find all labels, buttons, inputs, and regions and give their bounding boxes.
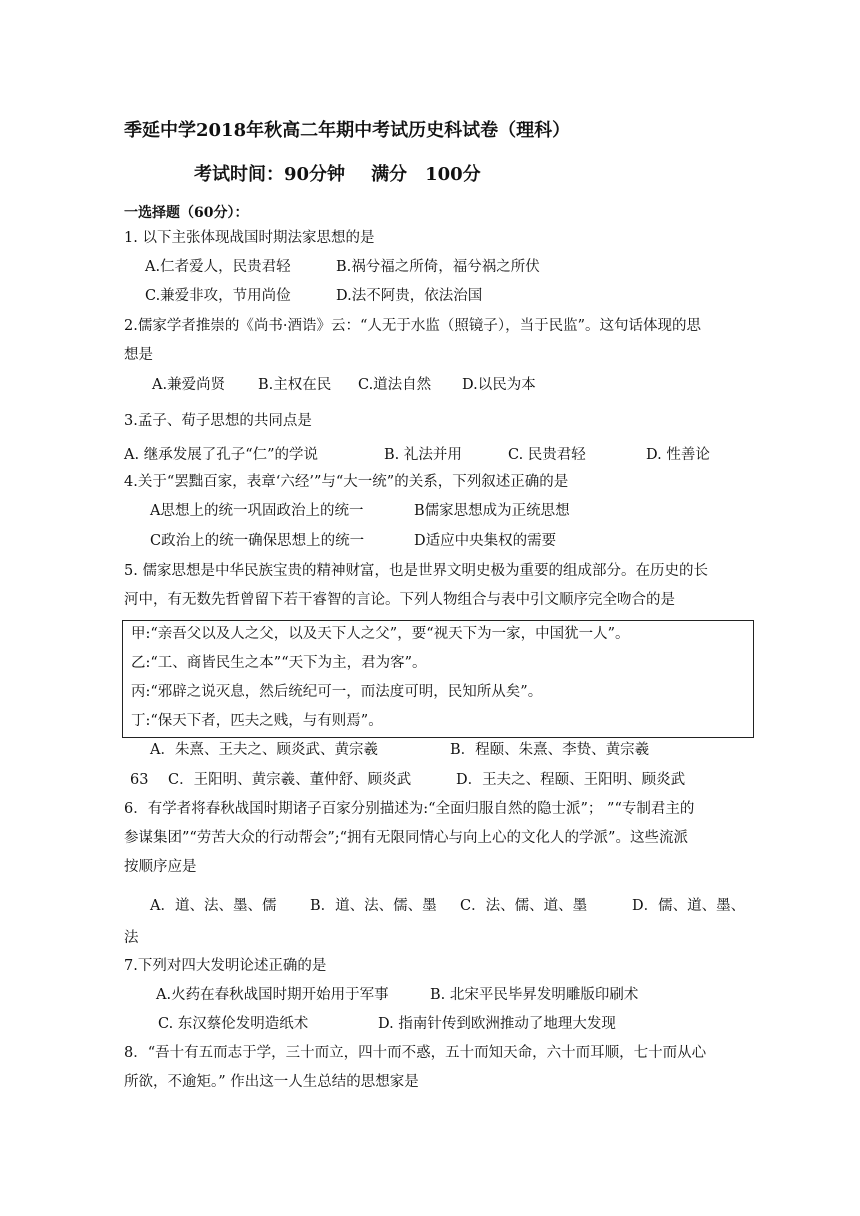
score-label: 满分 [371, 164, 408, 185]
q6-option-b: B．道、法、儒、墨 [310, 898, 437, 914]
q4-option-d: D适应中央集权的需要 [414, 533, 557, 549]
q3-option-c: C. 民贵君轻 [508, 447, 586, 463]
q6-stem-line2: 参谋集团”“劳苦大众的行动帮会”;“拥有无限同情心与向上心的文化人的学派”。这些流派 [124, 830, 688, 846]
q8-stem-line2: 所欲，不逾矩。” 作出这一人生总结的思想家是 [124, 1074, 419, 1090]
q6-stem-line1: 6．有学者将春秋战国时期诸子百家分别描述为:“全面归服自然的隐士派”； ”“专制君主的 [124, 801, 695, 817]
quote-bing: 丙:“邪辟之说灭息，然后统纪可一，而法度可明，民知所从矣”。 [131, 684, 543, 700]
q3-stem: 3.孟子、荀子思想的共同点是 [124, 413, 312, 429]
quote-jia: 甲:“亲吾父以及人之父，以及天下人之父”，要“视天下为一家，中国犹一人”。 [131, 626, 630, 642]
q2-stem-line1: 2.儒家学者推崇的《尚书·酒诰》云：“人无于水监（照镜子），当于民监”。这句话体现的思 [124, 318, 702, 334]
score-value: 100分 [425, 164, 481, 185]
q8-stem-line1: 8．“吾十有五而志于学，三十而立，四十而不惑，五十而知天命，六十而耳顺，七十而从心 [124, 1045, 707, 1061]
q7-option-c: C. 东汉蔡伦发明造纸术 [158, 1016, 309, 1032]
q5-stray-number: 63 [130, 772, 149, 788]
q1-option-d: D.法不阿贵，依法治国 [336, 288, 483, 304]
q2-option-c: C.道法自然 [358, 377, 432, 393]
q5-option-b: B．程颐、朱熹、李贽、黄宗羲 [450, 742, 650, 758]
q5-option-c: C．王阳明、黄宗羲、董仲舒、顾炎武 [168, 772, 412, 788]
q2-option-a: A.兼爱尚贤 [152, 377, 226, 393]
q2-stem-line2: 想是 [124, 347, 153, 363]
q5-stem-line1: 5. 儒家思想是中华民族宝贵的精神财富，也是世界文明史极为重要的组成部分。在历史的长 [124, 563, 708, 579]
q3-option-b: B. 礼法并用 [384, 447, 462, 463]
exam-subtitle [194, 160, 507, 186]
q3-option-d: D. 性善论 [646, 447, 710, 463]
exam-title: 季延中学2018年秋高二年期中考试历史科试卷（理科） [124, 120, 571, 141]
q4-option-a: A思想上的统一巩固政治上的统一 [150, 503, 364, 519]
q7-option-d: D. 指南针传到欧洲推动了地理大发现 [378, 1016, 616, 1032]
q2-option-b: B.主权在民 [258, 377, 332, 393]
q4-option-c: C政治上的统一确保思想上的统一 [150, 533, 365, 549]
q6-stem-line3: 按顺序应是 [124, 859, 197, 875]
quote-yi: 乙:“工、商皆民生之本”“天下为主，君为客”。 [131, 655, 427, 671]
q7-option-b: B. 北宋平民毕昇发明雕版印刷术 [430, 987, 639, 1003]
exam-time: 考试时间：90分钟 [194, 164, 346, 185]
q6-option-d-wrap: 法 [124, 930, 139, 946]
q6-option-a: A．道、法、墨、儒 [150, 898, 277, 914]
q3-option-a: A. 继承发展了孔子“仁”的学说 [124, 447, 319, 463]
q5-stem-line2: 河中，有无数先哲曾留下若干睿智的言论。下列人物组合与表中引文顺序完全吻合的是 [124, 592, 675, 608]
q7-option-a: A.火药在春秋战国时期开始用于军事 [156, 987, 389, 1003]
q5-option-a: A．朱熹、王夫之、顾炎武、黄宗羲 [150, 742, 378, 758]
q2-option-d: D.以民为本 [462, 377, 536, 393]
q6-option-d: D．儒、道、墨、 [632, 898, 746, 914]
q1-option-b: B.祸兮福之所倚，福兮祸之所伏 [336, 259, 540, 275]
q6-option-c: C．法、儒、道、墨 [460, 898, 588, 914]
q1-stem: 1. 以下主张体现战国时期法家思想的是 [124, 230, 375, 246]
q7-stem: 7.下列对四大发明论述正确的是 [124, 958, 327, 974]
quote-box [122, 620, 754, 738]
q4-option-b: B儒家思想成为正统思想 [414, 503, 570, 519]
section-heading: 一选择题（60分）： [124, 205, 249, 221]
quote-ding: 丁:“保天下者，匹夫之贱，与有则焉”。 [131, 713, 383, 729]
q5-option-d: D．王夫之、程颐、王阳明、顾炎武 [456, 772, 686, 788]
q1-option-c: C.兼爱非攻，节用尚俭 [145, 288, 291, 304]
q4-stem: 4.关于“罢黜百家，表章‘六经’”与“大一统”的关系，下列叙述正确的是 [124, 474, 569, 490]
q1-option-a: A.仁者爱人，民贵君轻 [145, 259, 291, 275]
